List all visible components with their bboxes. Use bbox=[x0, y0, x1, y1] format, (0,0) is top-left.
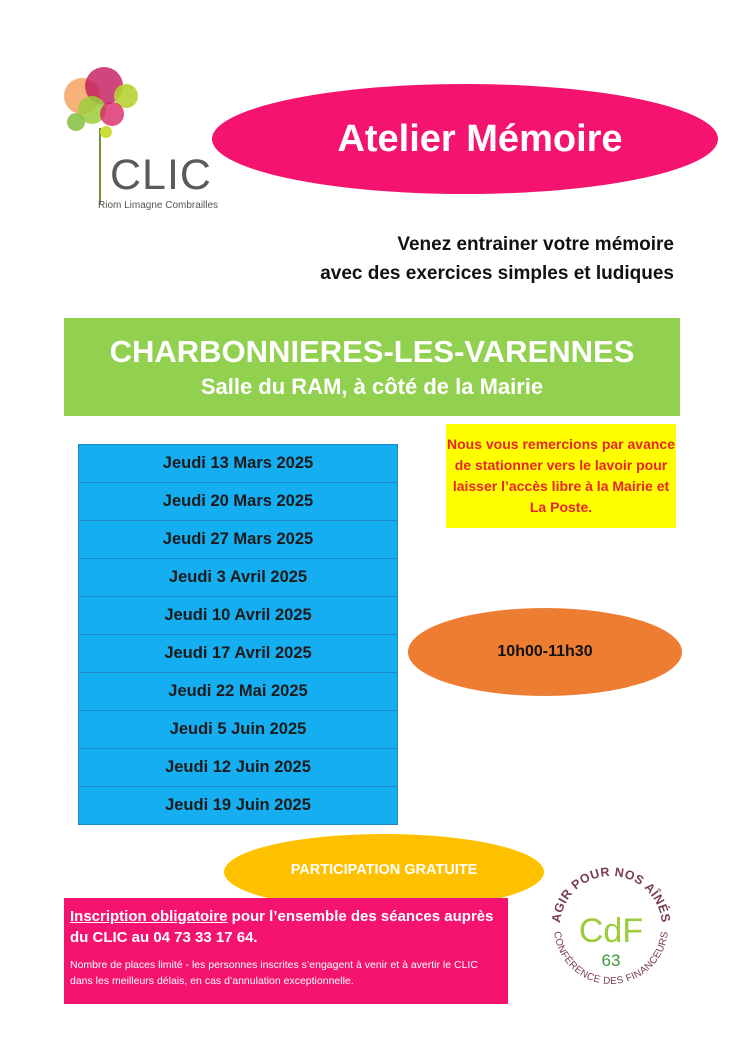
date-row: Jeudi 22 Mai 2025 bbox=[79, 673, 397, 711]
inscription-main bbox=[70, 906, 502, 948]
participation-text: PARTICIPATION GRATUITE bbox=[290, 862, 478, 878]
location-city: CHARBONNIERES-LES-VARENNES bbox=[109, 334, 635, 369]
badge-number: 63 bbox=[601, 951, 621, 970]
intro-text bbox=[320, 230, 674, 288]
time-badge bbox=[408, 608, 682, 696]
logo-subtitle: Riom Limagne Combrailles bbox=[98, 200, 219, 211]
cdf-badge bbox=[540, 856, 682, 998]
date-row: Jeudi 5 Juin 2025 bbox=[79, 711, 397, 749]
inscription-details: pour l’ensemble des séances auprès du CLIC au 04 73 33 17 64. bbox=[70, 908, 494, 946]
date-row: Jeudi 12 Juin 2025 bbox=[79, 749, 397, 787]
parking-note-text: Nous vous remercions par avance de stationner vers le lavoir pour laisser l’accès libre à la Mairie et La Poste. bbox=[447, 436, 675, 515]
date-row: Jeudi 13 Mars 2025 bbox=[79, 445, 397, 483]
location-room: Salle du RAM, à côté de la Mairie bbox=[200, 374, 544, 399]
location-banner bbox=[64, 318, 680, 416]
inscription-box bbox=[64, 898, 508, 1004]
parking-note bbox=[446, 424, 676, 528]
cdf-logo-icon bbox=[540, 856, 682, 998]
inscription-note: Nombre de places limité - les personnes inscrites s’engagent à venir et à avertir le CLIC dans les meilleurs délais, en cas d’annulation exceptionnelle. bbox=[70, 959, 478, 987]
date-row: Jeudi 19 Juin 2025 bbox=[79, 787, 397, 824]
date-row: Jeudi 17 Avril 2025 bbox=[79, 635, 397, 673]
title-banner bbox=[212, 84, 718, 194]
intro-line-2: avec des exercices simples et ludiques bbox=[320, 263, 674, 284]
clic-logo bbox=[62, 66, 222, 216]
dates-table bbox=[78, 444, 398, 825]
badge-top-text: AGIR POUR NOS AÎNÉS bbox=[549, 864, 673, 924]
date-row: Jeudi 27 Mars 2025 bbox=[79, 521, 397, 559]
badge-bottom-text: CONFÉRENCE DES FINANCEURS bbox=[551, 930, 671, 988]
date-row: Jeudi 3 Avril 2025 bbox=[79, 559, 397, 597]
page-title: Atelier Mémoire bbox=[337, 117, 623, 160]
badge-letters: CdF bbox=[578, 912, 644, 950]
logo-name: CLIC bbox=[110, 151, 212, 199]
inscription-required: Inscription obligatoire bbox=[70, 908, 228, 925]
time-text: 10h00-11h30 bbox=[497, 643, 593, 660]
date-row: Jeudi 10 Avril 2025 bbox=[79, 597, 397, 635]
intro-line-1: Venez entrainer votre mémoire bbox=[397, 234, 674, 255]
date-row: Jeudi 20 Mars 2025 bbox=[79, 483, 397, 521]
